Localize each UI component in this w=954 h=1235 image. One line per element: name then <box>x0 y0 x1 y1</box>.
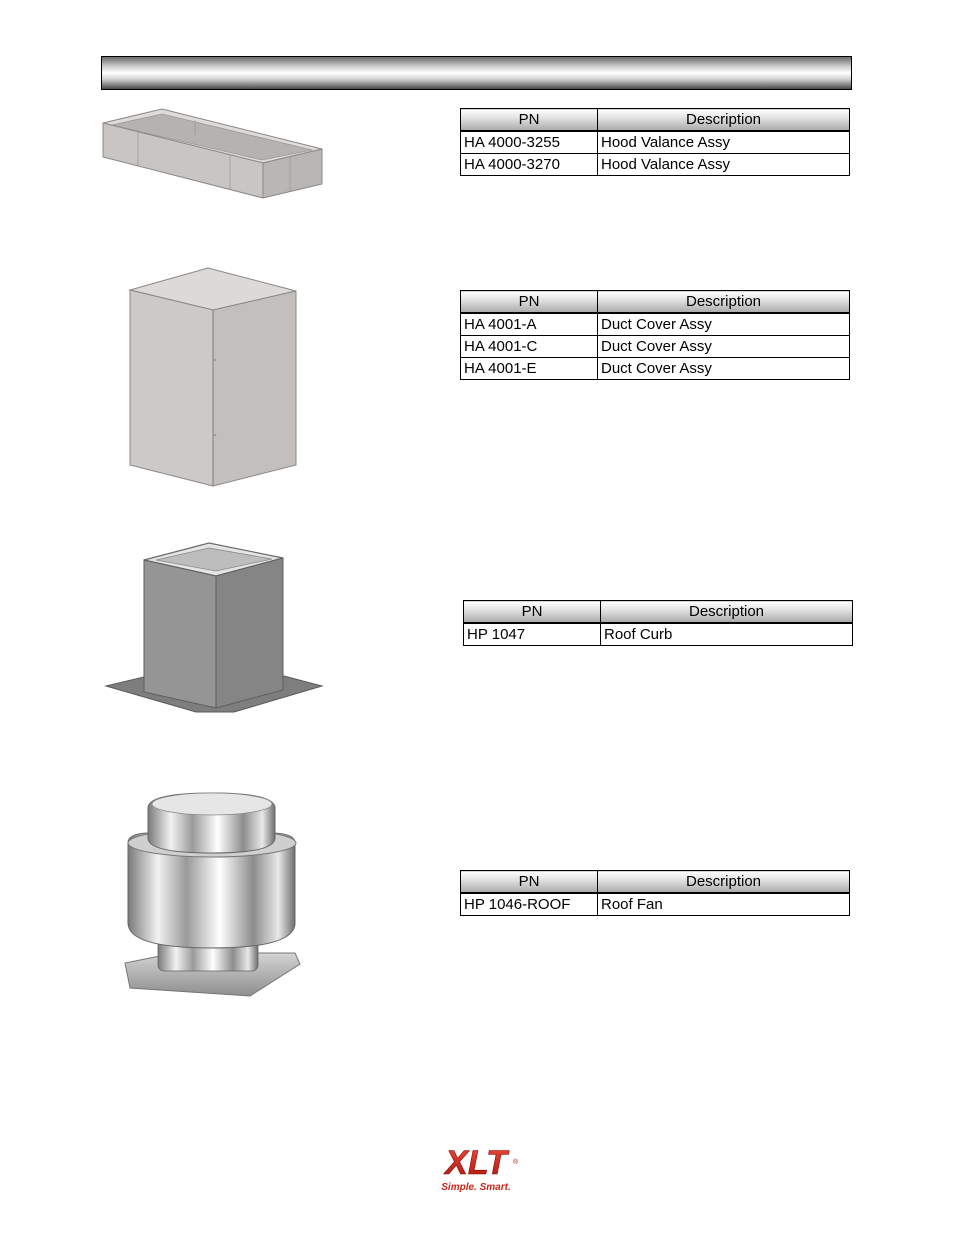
xlt-logo <box>420 1140 532 1194</box>
part-description: Duct Cover Assy <box>598 336 850 358</box>
table-row <box>461 893 850 916</box>
table-row <box>461 336 850 358</box>
part-number: HP 1046-ROOF <box>461 893 598 916</box>
column-header-description: Description <box>598 291 850 314</box>
column-header-description: Description <box>601 601 853 624</box>
part-number: HA 4000-3255 <box>461 131 598 154</box>
part-number: HA 4000-3270 <box>461 154 598 176</box>
logo-registered-mark: ® <box>513 1159 519 1166</box>
column-header-pn: PN <box>464 601 601 624</box>
column-header-pn: PN <box>461 871 598 894</box>
column-header-description: Description <box>598 871 850 894</box>
column-header-pn: PN <box>461 291 598 314</box>
parts-table-duct-cover <box>460 290 850 380</box>
table-row <box>461 358 850 380</box>
table-row <box>461 131 850 154</box>
logo-tagline: Simple. Smart. <box>441 1182 511 1193</box>
part-description: Duct Cover Assy <box>598 358 850 380</box>
part-description: Duct Cover Assy <box>598 313 850 336</box>
logo-brand: XLT <box>445 1144 507 1182</box>
part-number: HA 4001-C <box>461 336 598 358</box>
part-number: HP 1047 <box>464 623 601 646</box>
part-description: Roof Fan <box>598 893 850 916</box>
column-header-description: Description <box>598 109 850 132</box>
roof-curb-image <box>104 540 324 718</box>
parts-table-valance <box>460 108 850 176</box>
part-description: Hood Valance Assy <box>598 131 850 154</box>
parts-table-roof-curb <box>463 600 853 646</box>
table-row <box>464 623 853 646</box>
title-banner <box>101 56 852 90</box>
roof-fan-image <box>120 788 305 1000</box>
part-number: HA 4001-E <box>461 358 598 380</box>
part-description: Roof Curb <box>601 623 853 646</box>
part-number: HA 4001-A <box>461 313 598 336</box>
table-row <box>461 154 850 176</box>
parts-table-roof-fan <box>460 870 850 916</box>
hood-valance-image <box>100 105 325 201</box>
duct-cover-image <box>125 265 300 490</box>
part-description: Hood Valance Assy <box>598 154 850 176</box>
column-header-pn: PN <box>461 109 598 132</box>
table-row <box>461 313 850 336</box>
